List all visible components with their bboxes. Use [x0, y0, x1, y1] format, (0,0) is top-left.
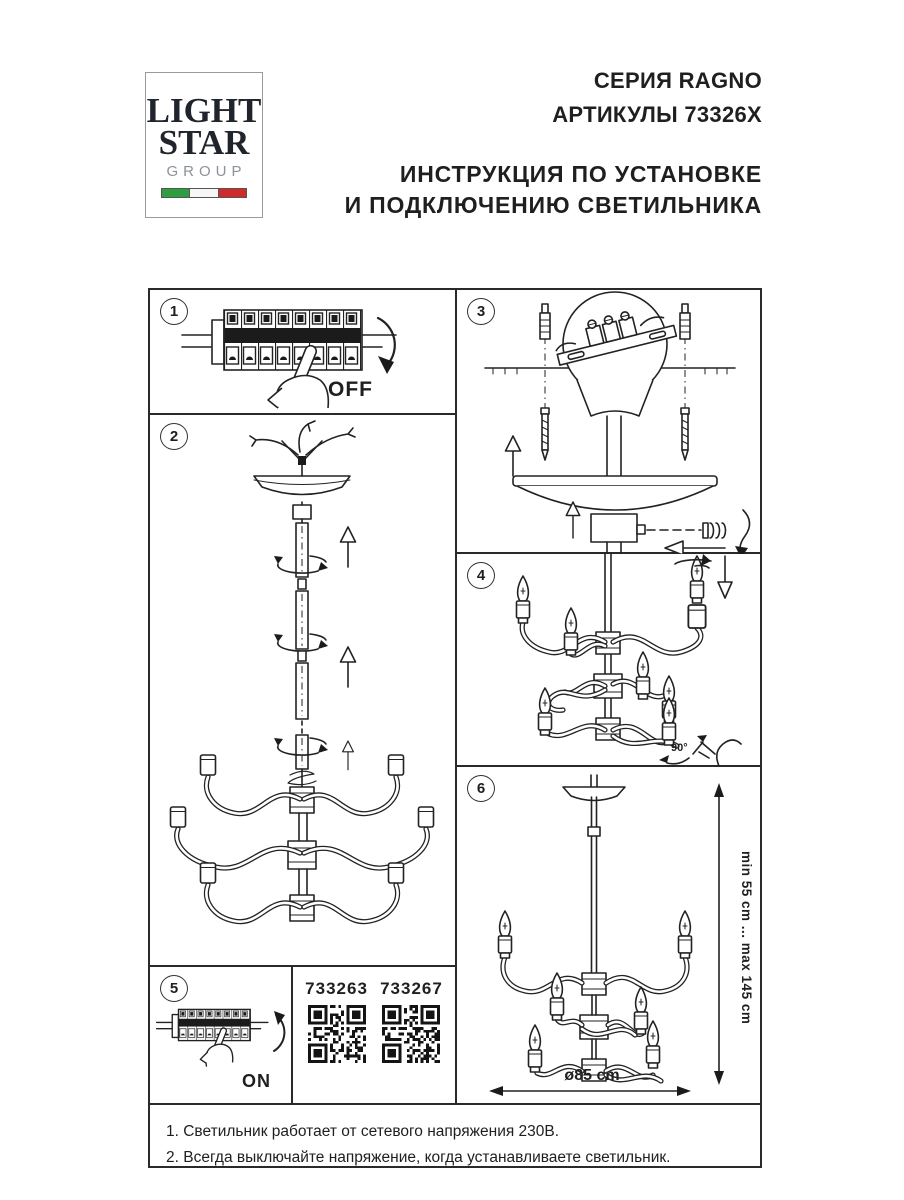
flag-red-stripe: [219, 189, 246, 197]
panel-6-number: 6: [467, 775, 495, 802]
panel-5-power-on: [150, 967, 293, 1105]
set-screw-icon: [703, 523, 726, 538]
chandelier-dimensions-drawing: [457, 767, 760, 1105]
qr-column-left: [305, 979, 368, 1068]
diameter-dimension-label: ø85 cm: [564, 1067, 620, 1084]
off-label: OFF: [328, 378, 373, 401]
on-label: ON: [242, 1071, 271, 1091]
panel-4-bulb-installation: [457, 554, 760, 767]
instruction-title-line2: И ПОДКЛЮЧЕНИЮ СВЕТИЛЬНИКА: [344, 192, 762, 218]
panel-3-number: 3: [467, 298, 495, 325]
title-block: [345, 64, 762, 221]
panel-5-number: 5: [160, 975, 188, 1002]
breaker-off-drawing: [150, 290, 457, 415]
height-dimension-line: [714, 783, 724, 1085]
logo-text-light: LIGHT: [146, 91, 262, 130]
panel-6-dimensions: [457, 767, 760, 1105]
series-title: СЕРИЯ RAGNO: [593, 68, 762, 93]
panel-1-number: 1: [160, 298, 188, 325]
flag-green-stripe: [162, 189, 190, 197]
ceiling-mount-drawing: [457, 290, 760, 554]
instruction-grid: [148, 288, 762, 1168]
panel-2-rod-assembly: [150, 415, 457, 967]
qr-label-733267: 733267: [380, 979, 443, 998]
instruction-title-line1: ИНСТРУКЦИЯ ПО УСТАНОВКЕ: [399, 161, 762, 187]
angle-label: 90°: [671, 742, 688, 754]
flag-white-stripe: [190, 189, 218, 197]
panel-2-number: 2: [160, 423, 188, 450]
notes-section: [150, 1105, 760, 1166]
logo-text-star: STAR: [158, 123, 250, 163]
rotate-screw-arrow-icon: [735, 510, 750, 558]
qr-code-733263: [308, 1005, 366, 1063]
rotate-up-arrow-icon: [274, 1011, 285, 1051]
lightstar-logo: [145, 72, 263, 218]
panel-4-number: 4: [467, 562, 495, 589]
panel-qr-codes: [293, 967, 457, 1105]
note-line-1: 1. Светильник работает от сетевого напряжения 230В.: [166, 1123, 560, 1140]
qr-label-733263: 733263: [305, 979, 368, 998]
insert-down-arrow-icon: [718, 556, 732, 598]
slide-left-arrow-icon: [665, 541, 725, 555]
articles-title: АРТИКУЛЫ 73326X: [552, 102, 762, 127]
height-dimension-label: min 55 cm ... max 145 cm: [739, 851, 754, 1025]
bulb-installation-drawing: [457, 554, 760, 767]
qr-code-733267: [382, 1005, 440, 1063]
logo-text-group: GROUP: [166, 163, 247, 181]
note-line-2: 2. Всегда выключайте напряжение, когда устанавливаете светильник.: [166, 1149, 671, 1166]
rotate-down-arrow-icon: [378, 318, 395, 374]
diameter-dimension-line: [489, 1086, 691, 1096]
qr-column-right: [380, 979, 443, 1068]
italian-flag-icon: [161, 188, 247, 198]
panel-3-ceiling-mount: [457, 290, 760, 554]
chandelier-assembly-drawing: [150, 415, 457, 967]
panel-1-power-off: [150, 290, 457, 415]
